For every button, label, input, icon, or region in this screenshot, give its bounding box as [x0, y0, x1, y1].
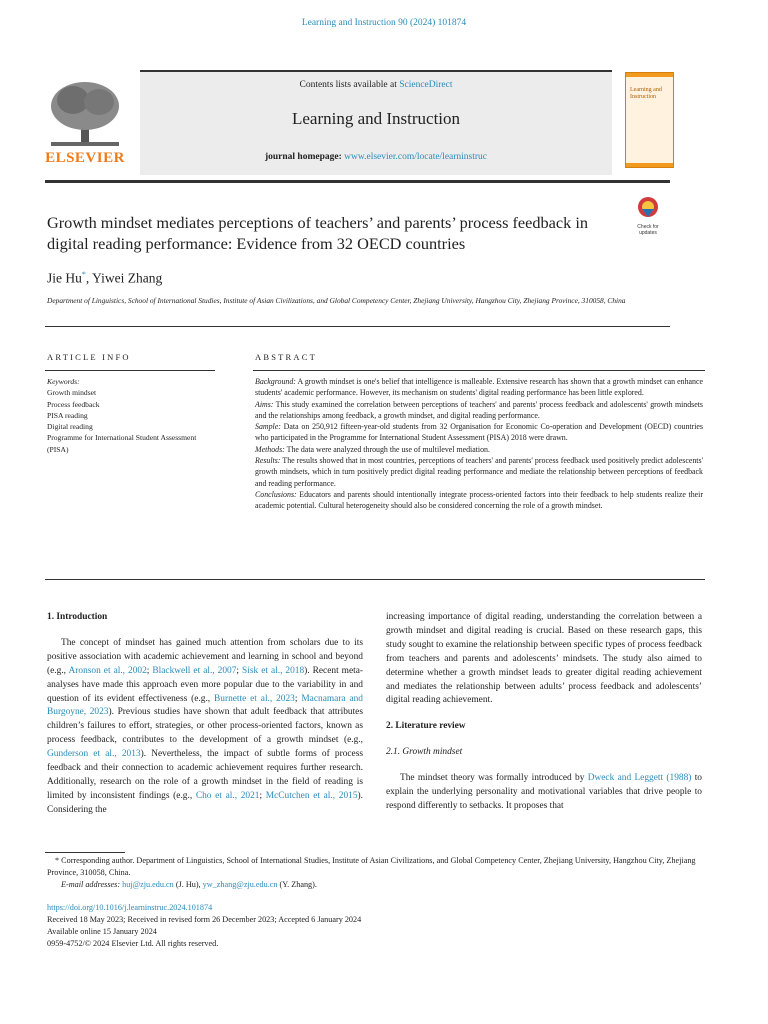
keyword: Programme for International Student Assessment (PISA): [47, 433, 197, 454]
abstract-conclusions: Conclusions: Educators and parents should intentionally integrate process-oriented factors into their feedback to help students realize their academic potential. Cultural heterogeneity should also be considered concerning the role of a growth mindset.: [255, 489, 703, 511]
journal-homepage: journal homepage: www.elsevier.com/locate/learninstruc: [264, 152, 488, 162]
sciencedirect-link[interactable]: ScienceDirect: [399, 80, 453, 90]
intro-paragraph: The concept of mindset has gained much attention from scholars due to its positive association with academic achievement and learning in school and beyond (e.g., Aronson et al., 2002; Blackwell et al., 2007; Sisk et al., 2018). Recent meta-analyses have made this approach even more popular due to the variability in and question of its evident effectiveness (e.g., Burnette et al., 2023; Macnamara and Burgoyne, 2023). Previous studies have shown that adult feedback that attributes children’s failures to effort, strategies, or other process-oriented factors, known as process feedback, contributes to the development of a growth mindset (e.g., Gunderson et al., 2013). Nevertheless, the impact of subtle forms of process feedback and their connection to academic achievement requires further research. Additionally, research on the role of a growth mindset in the field of reading is limited by inconsistent findings (e.g., Cho et al., 2021; McCutchen et al., 2015). Considering the: [47, 637, 364, 815]
email-zhang[interactable]: yw_zhang@zju.edu.cn: [202, 880, 278, 889]
intro-heading: 1. Introduction: [47, 612, 108, 622]
author-zhang[interactable]: , Yiwei Zhang: [85, 270, 163, 286]
article-info-heading: ARTICLE INFO: [47, 352, 131, 362]
keyword: Digital reading: [47, 422, 93, 432]
received-dates: Received 18 May 2023; Received in revised form 26 December 2023; Accepted 6 January 2024: [47, 915, 362, 924]
journal-title: Learning and Instruction: [291, 109, 461, 128]
publication-info: [47, 902, 703, 950]
abstract-heading: ABSTRACT: [255, 352, 317, 362]
abstract-body: [255, 376, 703, 512]
header-rule: [45, 180, 670, 183]
keyword: Process feedback: [47, 399, 100, 409]
journal-citation[interactable]: Learning and Instruction 90 (2024) 101874: [301, 18, 467, 28]
check-for-updates-badge[interactable]: [630, 195, 666, 236]
online-date: Available online 15 January 2024: [47, 927, 157, 936]
ref-blackwell-2007[interactable]: Blackwell et al., 2007: [152, 665, 237, 676]
ref-macnamara-2023[interactable]: Macnamara and Burgoyne, 2023: [47, 693, 363, 718]
affiliation: Department of Linguistics, School of International Studies, Institute of Asian Civilizations, and Global Competency Center, Zhejiang University, Hangzhou City, Zhejiang Province, 310058, China: [47, 296, 626, 305]
info-rule: [45, 370, 215, 371]
growth-mindset-heading: 2.1. Growth mindset: [386, 747, 463, 758]
journal-cover-image: [625, 72, 674, 168]
growth-mindset-paragraph: The mindset theory was formally introduced by Dweck and Leggett (1988) to explain the underlying personality and motivational variables that drive people to respond differently to setbacks. It proposes that: [386, 773, 702, 811]
contents-line: Contents lists available at ScienceDirect: [299, 80, 453, 90]
ref-dweck-leggett-1988[interactable]: Dweck and Leggett (1988): [587, 773, 692, 784]
cover-title: Learning and Instruction: [630, 87, 662, 100]
badge-label: Check for updates: [637, 224, 659, 236]
ref-sisk-2018[interactable]: Sisk et al., 2018: [242, 665, 305, 676]
abstract-aims: Aims: This study examined the correlation between perceptions of teachers' and parents' process feedback and adolescents' growth mindsets and the relationships among feedback, a growth mindset, and digital reading performance.: [255, 399, 703, 420]
article-title: Growth mindset mediates perceptions of teachers’ and parents’ process feedback in digital reading performance: Evidence from 32 OECD countries: [47, 213, 588, 253]
right-column: [386, 611, 702, 814]
keyword: Growth mindset: [47, 388, 97, 398]
keywords-block: [47, 376, 217, 455]
ref-cho-2021[interactable]: Cho et al., 2021: [195, 790, 260, 801]
abstract-sample: Sample: Data on 250,912 fifteen-year-old students from 32 Organisation for Economic Co-operation and Development (OECD) countries who participated in the Programme for International Student Assessment (PISA) 2018 were drawn.: [255, 422, 703, 443]
abstract-results: Results: The results showed that in most countries, perceptions of teachers' and parents' process feedback used positively predict adolescents' growth mindsets, which in turn positively predict digital reading performance and mediate the relationship between perceptions of feedback and reading performance.: [255, 456, 703, 488]
keyword: PISA reading: [47, 410, 88, 420]
footnote: * Corresponding author. Department of Linguistics, School of International Studies, Institute of Asian Civilizations, and Global Competency Center, Zhejiang University, Hangzhou City, Zhejiang Province, 310058, China. E-mail addresses: huj@zju.edu.cn (J. Hu), yw_zhang@zju.edu.cn (Y. Zhang).: [47, 856, 696, 889]
keywords-label: Keywords:: [47, 377, 80, 386]
lit-review-heading: 2. Literature review: [386, 721, 466, 732]
left-column: [47, 611, 363, 818]
abstract-methods: Methods: The data were analyzed through the use of multilevel mediation.: [255, 444, 490, 454]
publisher-logo: ELSEVIER: [45, 150, 125, 166]
homepage-link[interactable]: www.elsevier.com/locate/learninstruc: [344, 152, 488, 162]
abstract-rule: [253, 370, 705, 371]
ref-aronson-2002[interactable]: Aronson et al., 2002: [68, 665, 147, 676]
ref-mccutchen-2015[interactable]: McCutchen et al., 2015: [265, 790, 358, 801]
intro-continued: increasing importance of digital reading, understanding the correlation between a growth mindset and digital reading is crucial. Based on these research gaps, this study sought to examine the relationship between specific types of process feedback from teachers and parents and adolescents’ mindsets. The study also aimed to determine whether a growth mindset leads to greater digital reading achievement and mediates the relationship between adults’ process feedback and adolescents’ digital reading achievement.: [386, 612, 702, 706]
doi-link[interactable]: https://doi.org/10.1016/j.learninstruc.2024.101874: [47, 903, 213, 912]
copyright: 0959-4752/© 2024 Elsevier Ltd. All rights reserved.: [47, 939, 219, 948]
abstract-end-rule: [45, 579, 705, 580]
author-hu[interactable]: Jie Hu: [47, 270, 82, 286]
ref-burnette-2023[interactable]: Burnette et al., 2023: [214, 693, 295, 704]
footnote-rule: [45, 852, 125, 853]
abstract-background: Background: A growth mindset is one's belief that intelligence is malleable. Extensive research has shown that a growth mindset can enhance students' academic performance. However, its mechanism on students' digital reading performance has been little explored.: [255, 377, 703, 398]
ref-gunderson-2013[interactable]: Gunderson et al., 2013: [47, 749, 141, 760]
author-list: [47, 270, 162, 287]
affil-rule: [45, 326, 670, 327]
email-hu[interactable]: huj@zju.edu.cn: [122, 880, 174, 889]
corresponding-star[interactable]: *: [81, 270, 86, 279]
